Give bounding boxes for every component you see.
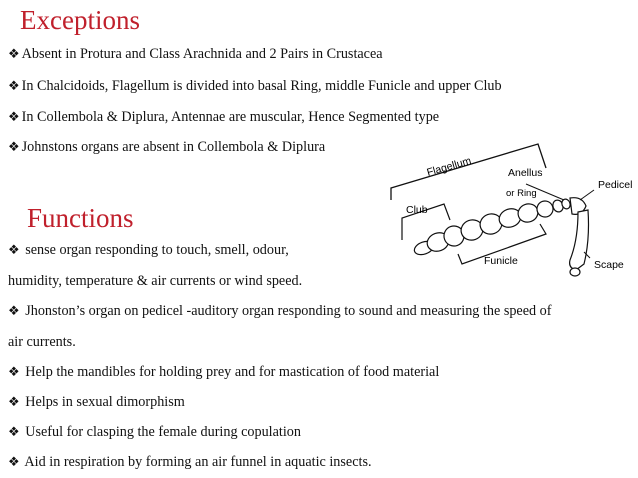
function-item-2: ❖ Jhonston’s organ on pedicel -auditory organ responding to sound and measuring the speed of — [8, 303, 552, 319]
anellus-label: Anellus — [508, 167, 543, 179]
scape-label: Scape — [594, 259, 624, 271]
diamond-bullet-icon: ❖ — [8, 78, 20, 93]
diamond-bullet-icon: ❖ — [8, 394, 20, 409]
flagellum-label: Flagellum — [425, 154, 473, 179]
scape-base — [570, 268, 580, 276]
diamond-bullet-icon: ❖ — [8, 364, 20, 379]
or-ring-label: or Ring — [506, 188, 537, 199]
functions-heading: Functions — [27, 203, 134, 233]
club-label: Club — [406, 204, 428, 216]
pedicel-pointer — [580, 190, 594, 200]
diamond-bullet-icon: ❖ — [8, 109, 20, 124]
funicle-label: Funicle — [484, 255, 518, 267]
diamond-bullet-icon: ❖ — [8, 139, 20, 154]
diamond-bullet-icon: ❖ — [8, 303, 20, 318]
function-item-3: ❖ Help the mandibles for holding prey and for mastication of food material — [8, 364, 440, 380]
function-item-4: ❖ Helps in sexual dimorphism — [8, 394, 185, 410]
exception-item-3: ❖ In Collembola & Diplura, Antennae are muscular, Hence Segmented type — [8, 109, 440, 125]
pedicel-label: Pedicel — [598, 179, 633, 191]
exception-item-2: ❖ In Chalcidoids, Flagellum is divided into basal Ring, middle Funicle and upper Club — [8, 78, 502, 94]
exception-item-4: ❖ Johnstons organs are absent in Collembola & Diplura — [8, 139, 326, 155]
function-item-6: ❖ Aid in respiration by forming an air funnel in aquatic insects. — [8, 454, 372, 470]
exception-item-1: ❖ Absent in Protura and Class Arachnida and 2 Pairs in Crustacea — [8, 46, 383, 62]
exceptions-heading: Exceptions — [20, 5, 140, 35]
diamond-bullet-icon: ❖ — [8, 46, 20, 61]
diamond-bullet-icon: ❖ — [8, 454, 20, 469]
function-item-1-cont: humidity, temperature & air currents or wind speed. — [8, 273, 303, 289]
function-item-5: ❖ Useful for clasping the female during copulation — [8, 424, 301, 440]
function-item-2-cont: air currents. — [8, 334, 76, 350]
diamond-bullet-icon: ❖ — [8, 242, 20, 257]
antenna-diagram — [388, 140, 638, 288]
scape-segment — [570, 210, 589, 270]
function-item-1: ❖ sense organ responding to touch, smell, odour, — [8, 242, 289, 258]
diamond-bullet-icon: ❖ — [8, 424, 20, 439]
